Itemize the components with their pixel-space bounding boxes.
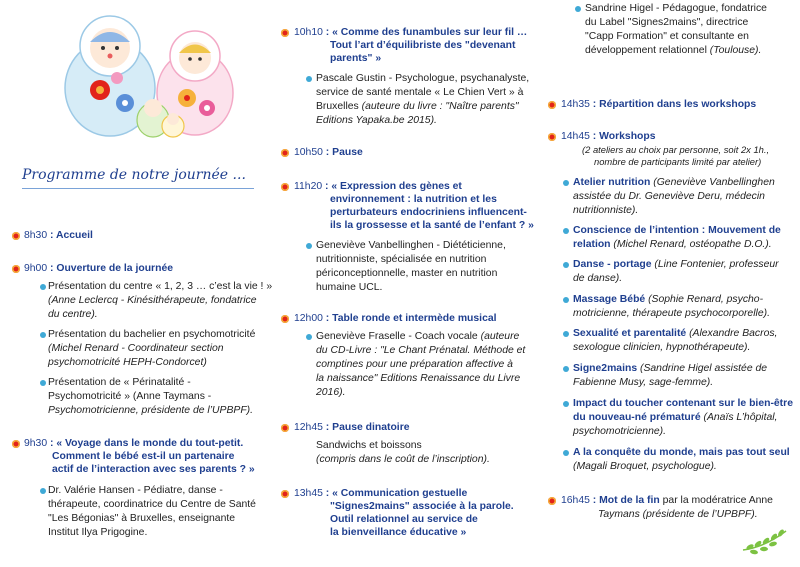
text-line: nutritionniste).	[573, 205, 639, 216]
text-line: (Magali Broquet, psychologue).	[573, 461, 717, 472]
flower-icon	[281, 183, 289, 191]
text-line: du CD-Livre : "Le Chant Prénatal. Méthode et	[316, 345, 526, 356]
text-line: Taymans (présidente de l’UPBPF).	[598, 509, 758, 520]
heading-line: ils la grossesse et la santé de l’enfant ? »	[330, 220, 534, 231]
time-14h35: 14h35	[561, 99, 590, 110]
text-line: (Anne Leclercq - Kinésithérapeute, fondatrice	[48, 295, 257, 306]
text-span: (auteure	[477, 331, 520, 342]
heading-ouverture: : Ouverture de la journée	[47, 263, 173, 274]
text-line: "Les Bégonias" à Bruxelles, enseignante	[48, 513, 236, 524]
text-span: Bruxelles	[316, 101, 359, 112]
bullet-icon	[563, 331, 569, 337]
text-line: nutritionniste, spécialisée en nutrition	[316, 254, 487, 265]
bullet-icon	[40, 284, 46, 290]
text-line	[316, 330, 519, 343]
text-line: assistée du Dr. Geneviève Deru, médecin	[573, 191, 765, 202]
heading-voyage-line3: actif de l’interaction avec ses parents ? »	[52, 464, 255, 475]
time-16h45: 16h45	[561, 495, 590, 506]
bullet-icon	[563, 450, 569, 456]
schedule-item-communication	[294, 487, 467, 500]
schedule-item-pause-dinatoire	[294, 421, 410, 434]
text-line: Pascale Gustin - Psychologue, psychanalyste,	[316, 73, 530, 84]
text-line: Dr. Valérie Hansen - Pédiatre, danse -	[48, 485, 223, 496]
schedule-item-repartition	[561, 98, 756, 111]
text-line: du centre).	[48, 309, 98, 320]
text-span: Geneviève Fraselle - Coach vocale	[316, 331, 478, 342]
heading-funambules: : « Comme des funambules sur leur fil …	[322, 27, 528, 38]
schedule-item-pause	[294, 146, 363, 159]
text-line: la naissance" Editions Renaissance du Livre	[316, 373, 521, 384]
heading-line: la bienveillance éducative »	[330, 527, 467, 538]
time-12h45: 12h45	[294, 422, 323, 433]
text-line: Présentation du centre « 1, 2, 3 … c’est la vie ! »	[48, 281, 273, 292]
text-line	[573, 238, 772, 251]
bullet-icon	[563, 180, 569, 186]
bullet-icon	[40, 380, 46, 386]
heading-line: perturbateurs endocriniens influencent-	[330, 207, 527, 218]
text-line	[316, 100, 519, 113]
flower-icon	[12, 265, 20, 273]
text-span: (Michel Renard, ostéopathe D.O.).	[610, 239, 772, 250]
bullet-icon	[575, 6, 581, 12]
schedule-item-accueil	[24, 229, 93, 242]
flower-icon	[548, 133, 556, 141]
schedule-item-genes	[294, 180, 462, 193]
text-line: (compris dans le coût de l’inscription).	[316, 454, 490, 465]
text-line: thérapeute, coordinatrice du Centre de Santé	[48, 499, 256, 510]
matryoshka-dolls-illustration	[45, 8, 265, 138]
flower-icon	[281, 490, 289, 498]
time-10h50: 10h50	[294, 147, 323, 158]
text-line: "Capp Formation" et consultante en	[585, 31, 749, 42]
workshop-title: A la conquête du monde, mais pas tout seul	[573, 447, 790, 458]
text-line: Présentation de « Périnatalité -	[48, 377, 191, 388]
text-span: (Anaïs L’hôpital,	[700, 412, 778, 423]
schedule-item-funambules	[294, 26, 527, 39]
time-8h30: 8h30	[24, 230, 48, 241]
heading-pause: : Pause	[322, 147, 363, 158]
flower-icon	[281, 424, 289, 432]
bullet-icon	[563, 366, 569, 372]
bullet-icon	[306, 243, 312, 249]
flower-icon	[281, 149, 289, 157]
text-line: Psychomotricienne, présidente de l’UPBPF).	[48, 405, 254, 416]
text-line: service de santé mentale « Le Chien Vert » à	[316, 87, 524, 98]
text-span: par la modératrice Anne	[659, 495, 773, 506]
heading-voyage: : « Voyage dans le monde du tout-petit.	[47, 438, 244, 449]
heading-line: "Signes2mains" associée à la parole.	[330, 501, 514, 512]
text-line: Sandwichs et boissons	[316, 440, 422, 451]
text-line	[573, 176, 775, 189]
text-line: Présentation du bachelier en psychomotricité	[48, 329, 256, 340]
schedule-item-voyage	[24, 437, 243, 450]
text-line: humaine UCL.	[316, 282, 383, 293]
text-line: nombre de participants limité par atelier)	[594, 156, 762, 167]
time-12h00: 12h00	[294, 313, 323, 324]
text-line: Fabienne Musy, sage-femme).	[573, 377, 714, 388]
bullet-icon	[306, 334, 312, 340]
text-line: psychomotricienne).	[573, 426, 666, 437]
text-line: Institut Ilya Prigogine.	[48, 527, 148, 538]
heading-line: parents" »	[330, 53, 382, 64]
leaf-decoration	[740, 525, 790, 555]
schedule-item-mot-de-la-fin	[561, 494, 773, 507]
text-line	[573, 411, 777, 424]
flower-icon	[548, 497, 556, 505]
bullet-icon	[563, 297, 569, 303]
flower-icon	[12, 440, 20, 448]
heading-communication: : « Communication gestuelle	[322, 488, 468, 499]
heading-line: Tout l’art d’équilibriste des "devenant	[330, 40, 516, 51]
text-line: sexologue clinicien, hypnothérapeute).	[573, 342, 751, 353]
bullet-icon	[40, 332, 46, 338]
heading-line: Outil relationnel au service de	[330, 514, 478, 525]
workshop-title: Signe2mains	[573, 363, 638, 374]
heading-table-ronde: : Table ronde et intermède musical	[322, 313, 497, 324]
text-line: Geneviève Vanbellinghen - Diététicienne,	[316, 240, 506, 251]
text-line: 2016).	[316, 387, 346, 398]
text-line: comptines pour une préparation affective à	[316, 359, 513, 370]
workshop-title: Sexualité et parentalité	[573, 328, 687, 339]
flower-icon	[12, 232, 20, 240]
text-line: (Michel Renard - Coordinateur section	[48, 343, 224, 354]
flower-icon	[548, 101, 556, 109]
time-10h10: 10h10	[294, 27, 323, 38]
text-span: (Sophie Renard, psycho-	[645, 294, 764, 305]
text-span: développement relationnel	[585, 45, 707, 56]
text-line	[573, 293, 763, 306]
time-14h45: 14h45	[561, 131, 590, 142]
heading-voyage-line2: Comment le bébé est-il un partenaire	[52, 451, 235, 462]
text-span: (Toulouse).	[706, 45, 762, 56]
text-line	[573, 362, 767, 375]
text-span: (Line Fontenier, professeur	[651, 259, 779, 270]
schedule-item-workshops	[561, 130, 656, 143]
text-line: Editions Yapaka.be 2015).	[316, 115, 437, 126]
workshop-title: Atelier nutrition	[573, 177, 651, 188]
flower-icon	[281, 315, 289, 323]
time-9h30: 9h30	[24, 438, 48, 449]
heading-mot-de-la-fin: : Mot de la fin	[589, 495, 660, 506]
bullet-icon	[563, 228, 569, 234]
bullet-icon	[40, 488, 46, 494]
text-line: motricienne, thérapeute psychocorporelle).	[573, 308, 770, 319]
text-span: (Geneviève Vanbellinghen	[650, 177, 775, 188]
text-line: du Label "Signes2mains", directrice	[585, 17, 749, 28]
bullet-icon	[563, 401, 569, 407]
heading-accueil: : Accueil	[47, 230, 93, 241]
schedule-item-ouverture	[24, 262, 173, 275]
text-line	[585, 44, 761, 57]
text-line: Sandrine Higel - Pédagogue, fondatrice	[585, 3, 767, 14]
programme-title: Programme de notre journée ...	[22, 167, 246, 183]
workshop-title: du nouveau-né prématuré	[573, 412, 701, 423]
workshop-title: Danse - portage	[573, 259, 652, 270]
heading-repartition: : Répartition dans les workshops	[589, 99, 757, 110]
workshop-title: Conscience de l’intention : Mouvement de	[573, 225, 781, 236]
schedule-item-table-ronde	[294, 312, 497, 325]
text-line: psychomotricité HEPH-Condorcet)	[48, 357, 207, 368]
time-11h20: 11h20	[294, 181, 323, 192]
text-span: (auteure du livre : "Naître parents"	[358, 101, 519, 112]
heading-workshops: : Workshops	[589, 131, 656, 142]
text-span: (Alexandre Bacros,	[686, 328, 778, 339]
heading-genes: : « Expression des gènes et	[322, 181, 462, 192]
workshop-title: Impact du toucher contenant sur le bien-être	[573, 398, 793, 409]
text-line	[573, 258, 779, 271]
heading-pause-dinatoire: : Pause dinatoire	[322, 422, 410, 433]
heading-line: environnement : la nutrition et les	[330, 194, 497, 205]
text-line: de danse).	[573, 273, 623, 284]
workshop-title: Massage Bébé	[573, 294, 646, 305]
bullet-icon	[563, 262, 569, 268]
text-line: Psychomotricité » (Anne Taymans -	[48, 391, 212, 402]
time-13h45: 13h45	[294, 488, 323, 499]
workshop-title: relation	[573, 239, 611, 250]
text-line: (2 ateliers au choix par personne, soit 2x 1h.,	[582, 144, 770, 155]
title-underline	[22, 188, 254, 189]
flower-icon	[281, 29, 289, 37]
bullet-icon	[306, 76, 312, 82]
text-line	[573, 327, 777, 340]
text-span: (Sandrine Higel assistée de	[637, 363, 768, 374]
time-9h00: 9h00	[24, 263, 48, 274]
text-line: périconceptionnelle, master en nutrition	[316, 268, 498, 279]
